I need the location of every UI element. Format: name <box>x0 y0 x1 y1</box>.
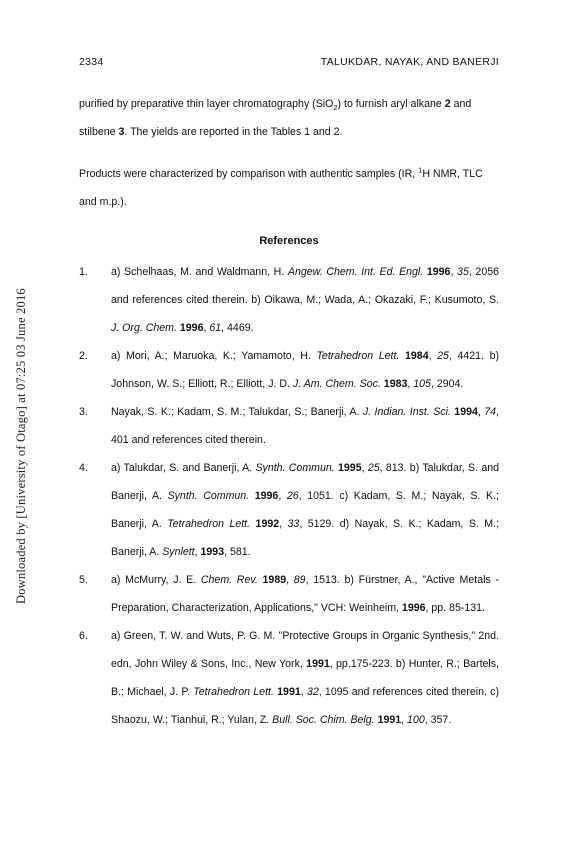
references-heading: References <box>259 235 319 247</box>
reference-list <box>79 258 499 734</box>
reference-number: 5. <box>79 574 88 586</box>
reference-item: 1. a) Schelhaas, M. and Waldmann, H. Angew. Chem. Int. Ed. Engl. 1996, 35, 2056 and references cited therein. b) Oikawa, M.; Wada, A.; Okazaki, F.; Kusumoto, S. J. Org. Chem. 1996, 61, 4469. <box>79 258 499 342</box>
reference-item: 2. a) Mori, A.; Maruoka, K.; Yamamoto, H. Tetrahedron Lett. 1984, 25, 4421. b) Johnson, W. S.; Elliott, R.; Elliott, J. D. J. Am. Chem. Soc. 1983, 105, 2904. <box>79 342 499 398</box>
body-paragraph-characterization: Products were characterized by comparison with authentic samples (IR, $^1$H NMR, TLC and m.p.). <box>79 165 483 208</box>
reference-number: 2. <box>79 350 88 362</box>
reference-item: 6. a) Green, T. W. and Wuts, P. G. M. "Protective Groups in Organic Synthesis," 2nd. edn, John Wiley & Sons, Inc., New York, 1991, pp.175-223. b) Hunter, R.; Bartels, B.; Michael, J. P. Tetrahedron Lett. 1991, 32, 1095 and references cited therein. c) Shaozu, W.; Tianhui, R.; Yulan, Z. Bull. Soc. Chim. Belg. 1991, 100, 357. <box>79 622 499 734</box>
reference-item: 4. a) Talukdar, S. and Banerji, A. Synth. Commun. 1995, 25, 813. b) Talukdar, S. and Banerji, A. Synth. Commun. 1996, 26, 1051. c) Kadam, S. M.; Nayak, S. K.; Banerji, A. Tetrahedron Lett. 1992, 33, 5129. d) Nayak, S. K.; Kadam, S. M.; Banerji, A. Synlett, 1993, 581. <box>79 454 499 566</box>
reference-number: 6. <box>79 630 88 642</box>
running-title: TALUKDAR, NAYAK, AND BANERJI <box>320 56 499 68</box>
page-number: 2334 <box>79 56 104 68</box>
running-header <box>79 56 499 74</box>
reference-number: 4. <box>79 462 88 474</box>
reference-item: 3. Nayak, S. K.; Kadam, S. M.; Talukdar, S.; Banerji, A. J. Indian. Inst. Sci. 1994, 74, 401 and references cited therein. <box>79 398 499 454</box>
body-paragraph-purification: purified by preparative thin layer chromatography (SiO$_2$) to furnish aryl alkane 2 and stilbene 3. The yields are reported in the Tables 1 and 2. <box>79 98 472 138</box>
reference-number: 1. <box>79 266 88 278</box>
journal-page <box>79 56 499 734</box>
reference-number: 3. <box>79 406 88 418</box>
reference-item: 5. a) McMurry, J. E. Chem. Rev. 1989, 89, 1513. b) Fürstner, A., "Active Metals - Preparation, Characterization, Applications," VCH: Weinheim, 1996, pp. 85-131. <box>79 566 499 622</box>
download-watermark: Downloaded by [University of Otago] at 07:25 03 June 2016 <box>14 288 28 604</box>
